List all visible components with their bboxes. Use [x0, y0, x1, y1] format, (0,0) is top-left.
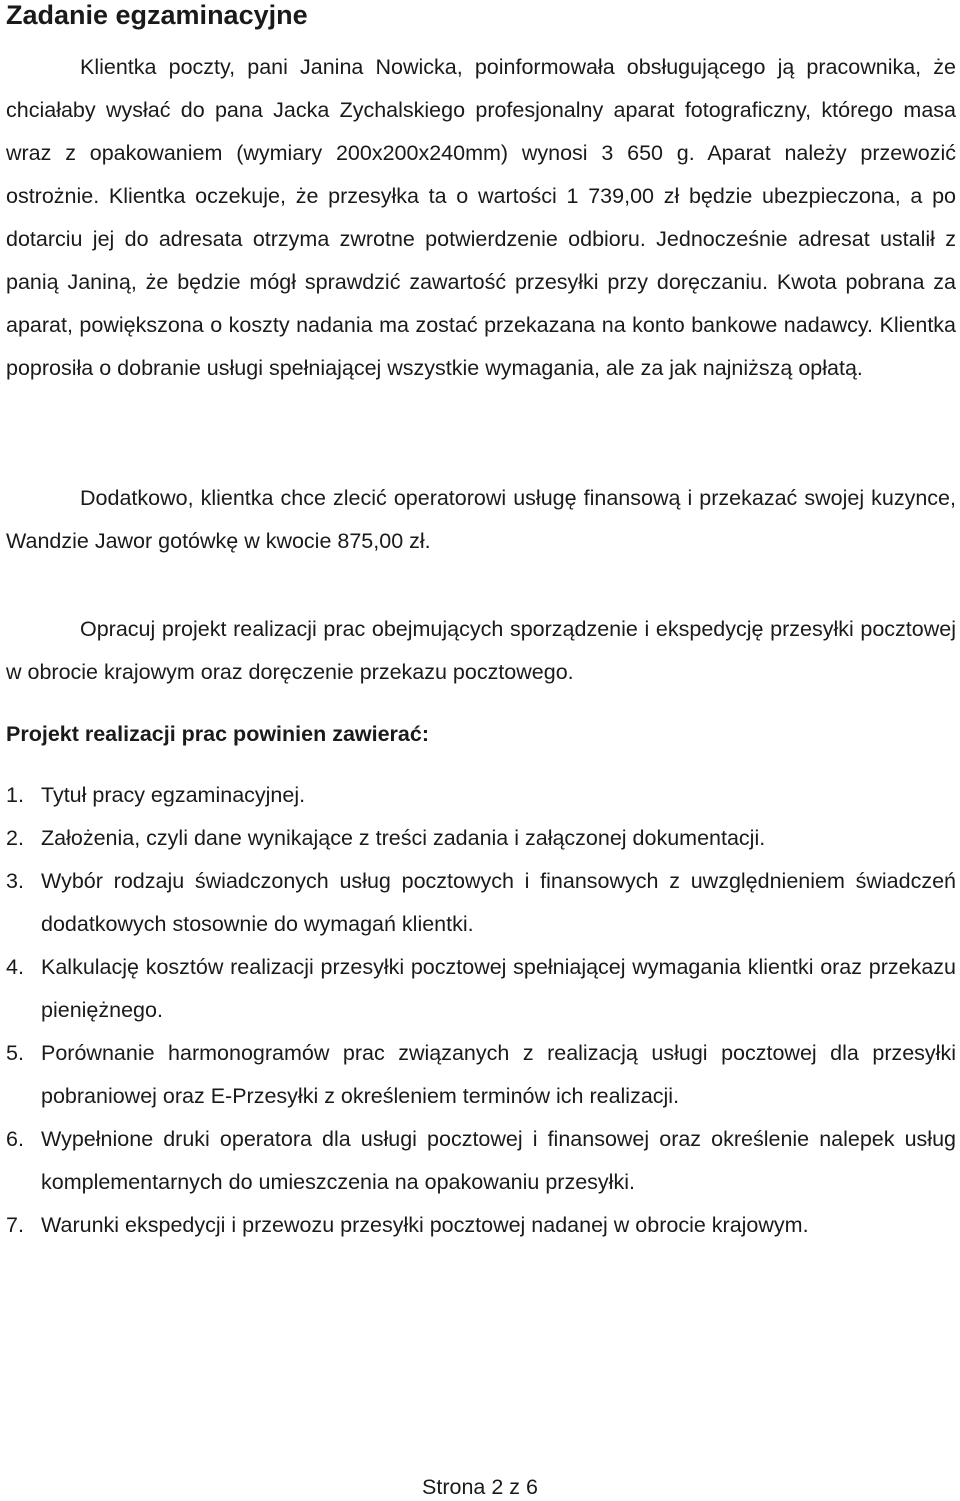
list-item-number: 6. — [6, 1127, 24, 1151]
task-paragraph-1: Klientka poczty, pani Janina Nowicka, poinformowała obsługującego ją pracownika, że chciałaby wysłać do pana Jacka Zychalskiego profesjonalny aparat fotograficzny, którego masa wraz z opakowaniem (wymiary 200x200x240mm) wynosi 3 650 g. Aparat należy przewozić ostrożnie. Klientka oczekuje, że przesyłka ta o wartości 1 739,00 zł będzie ubezpieczona, a po dotarciu jej do adresata otrzyma zwrotne potwierdzenie odbioru. Jednocześnie adresat ustalił z panią Janiną, że będzie mógł sprawdzić zawartość przesyłki przy doręczaniu. Kwota pobrana za aparat, powiększona o koszty nadania ma zostać przekazana na konto bankowe nadawcy. Klientka poprosiła o dobranie usługi spełniającej wszystkie wymagania, ale za jak najniższą opłatą. — [6, 55, 956, 380]
list-item-number: 2. — [6, 826, 24, 850]
task-paragraph-2: Dodatkowo, klientka chce zlecić operatorowi usługę finansową i przekazać swojej kuzynce, Wandzie Jawor gotówkę w kwocie 875,00 zł. — [6, 486, 956, 553]
list-item-text: Założenia, czyli dane wynikające z treści zadania i załączonej dokumentacji. — [41, 826, 766, 850]
page-title: Zadanie egzaminacyjne — [6, 0, 308, 30]
list-item-text: Warunki ekspedycji i przewozu przesyłki pocztowej nadanej w obrocie krajowym. — [41, 1213, 809, 1237]
list-item — [6, 860, 956, 946]
list-item — [6, 817, 956, 860]
list-item-number: 1. — [6, 783, 24, 807]
list-item — [6, 1204, 956, 1247]
list-item — [6, 946, 956, 1032]
list-item-number: 3. — [6, 869, 24, 893]
list-item-text: Wybór rodzaju świadczonych usług pocztowych i finansowych z uwzględnieniem świadczeń dodatkowych stosownie do wymagań klientki. — [41, 869, 956, 936]
list-item-text: Kalkulację kosztów realizacji przesyłki pocztowej spełniającej wymagania klientki oraz przekazu pieniężnego. — [41, 955, 956, 1022]
task-instruction: Opracuj projekt realizacji prac obejmujących sporządzenie i ekspedycję przesyłki pocztowej w obrocie krajowym oraz doręczenie przekazu pocztowego. — [6, 617, 956, 684]
page-number: Strona 2 z 6 — [422, 1475, 538, 1499]
requirements-list — [6, 774, 956, 1247]
list-item-text: Wypełnione druki operatora dla usługi pocztowej i finansowej oraz określenie nalepek usług komplementarnych do umieszczenia na opakowaniu przesyłki. — [41, 1127, 956, 1194]
list-item — [6, 1032, 956, 1118]
list-item-number: 4. — [6, 955, 24, 979]
list-item — [6, 774, 956, 817]
list-item — [6, 1118, 956, 1204]
list-item-number: 7. — [6, 1213, 24, 1237]
list-item-text: Tytuł pracy egzaminacyjnej. — [41, 783, 306, 807]
list-item-number: 5. — [6, 1041, 24, 1065]
list-item-text: Porównanie harmonogramów prac związanych z realizacją usługi pocztowej dla przesyłki pobraniowej oraz E-Przesyłki z określeniem terminów ich realizacji. — [41, 1041, 956, 1108]
requirements-heading: Projekt realizacji prac powinien zawierać: — [6, 722, 429, 746]
